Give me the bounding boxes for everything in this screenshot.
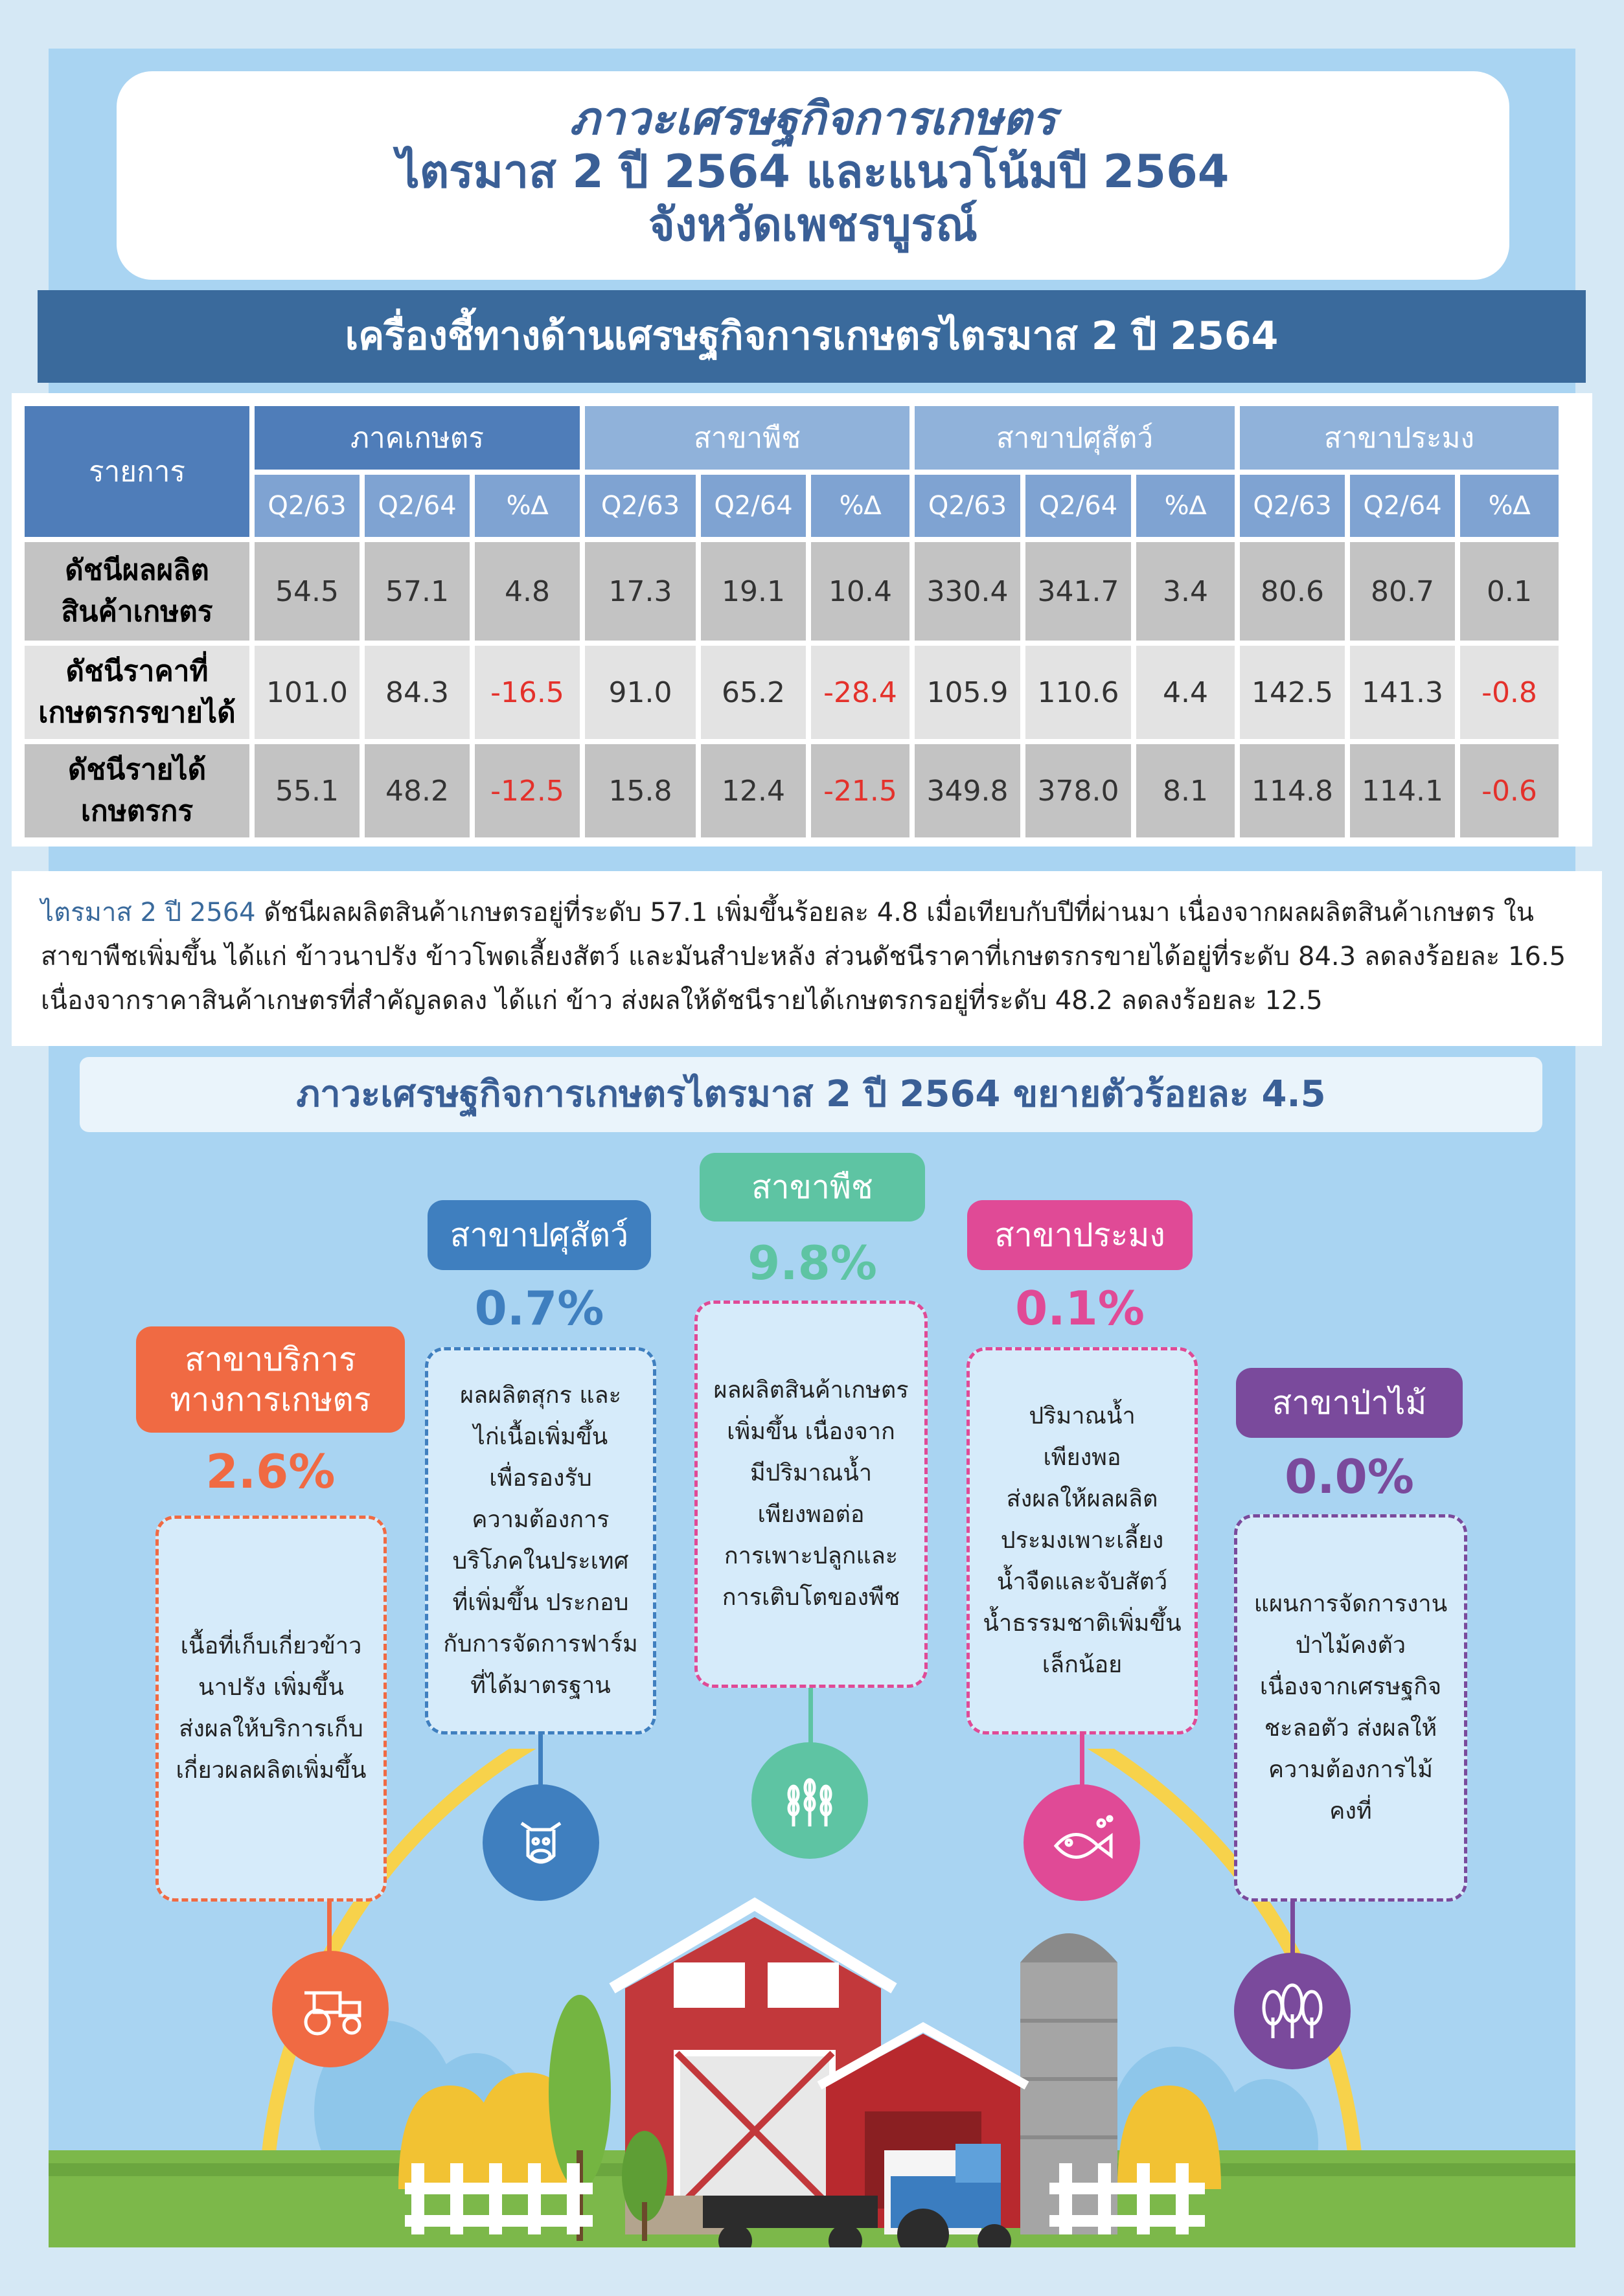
indicator-table	[19, 401, 1564, 843]
cow-icon	[483, 1784, 599, 1901]
table-cell: 341.7	[1025, 542, 1131, 641]
indicator-banner: เครื่องชี้ทางด้านเศรษฐกิจการเกษตรไตรมาส 2 ปี 2564	[38, 290, 1586, 383]
table-cell: 378.0	[1025, 744, 1131, 837]
title-box	[117, 71, 1509, 280]
table-cell: 141.3	[1350, 646, 1455, 739]
table-row	[25, 542, 1559, 641]
table-cell: -0.8	[1460, 646, 1559, 739]
summary-lead: ไตรมาส 2 ปี 2564	[41, 898, 256, 927]
subcol-header: %∆	[1460, 475, 1559, 537]
subcol-header: %∆	[811, 475, 909, 537]
table-cell: 15.8	[585, 744, 696, 837]
table-cell: 4.8	[475, 542, 580, 641]
table-cell: 0.1	[1460, 542, 1559, 641]
sector-pct-livestock: 0.7%	[474, 1281, 604, 1336]
sector-desc-crop: ผลผลิตสินค้าเกษตร เพิ่มขึ้น เนื่องจาก มีปริมาณน้ำ เพียงพอต่อ การเพาะปลูกและ การเติบโตของพืช	[694, 1301, 928, 1688]
fish-icon	[1024, 1784, 1140, 1901]
title-line-3: จังหวัดเพชรบูรณ์	[648, 198, 978, 251]
sector-tag-fishery: สาขาประมง	[967, 1200, 1193, 1270]
table-cell: 55.1	[255, 744, 360, 837]
subcol-header: Q2/64	[1350, 475, 1455, 537]
table-cell: 105.9	[915, 646, 1020, 739]
sector-pct-fishery: 0.1%	[1015, 1281, 1145, 1336]
trees-icon	[1234, 1953, 1351, 2069]
table-cell: 4.4	[1136, 646, 1235, 739]
table-row	[25, 744, 1559, 837]
tractor-icon	[272, 1951, 389, 2067]
indicator-table-wrap	[12, 393, 1592, 847]
group-header: สาขาประมง	[1240, 406, 1559, 470]
group-header: สาขาพืช	[585, 406, 909, 470]
sector-desc-service: เนื้อที่เก็บเกี่ยวข้าว นาปรัง เพิ่มขึ้น ส่งผลให้บริการเก็บ เกี่ยวผลผลิตเพิ่มขึ้น	[155, 1516, 387, 1902]
sector-desc-livestock: ผลผลิตสุกร และ ไก่เนื้อเพิ่มขึ้น เพื่อรองรับ ความต้องการ บริโภคในประเทศ ที่เพิ่มขึ้น ประกอบ กับการจัดการฟาร์ม ที่ได้มาตรฐาน	[425, 1347, 656, 1734]
sector-tag-forestry: สาขาป่าไม้	[1236, 1368, 1463, 1438]
table-cell: -0.6	[1460, 744, 1559, 837]
table-cell: 101.0	[255, 646, 360, 739]
table-cell: 54.5	[255, 542, 360, 641]
title-line-1: ภาวะเศรษฐกิจการเกษตร	[569, 92, 1057, 145]
stem-livestock	[538, 1734, 543, 1786]
subcol-header: Q2/63	[255, 475, 360, 537]
row-label: ดัชนีผลผลิต สินค้าเกษตร	[25, 542, 249, 641]
subcol-header: Q2/64	[701, 475, 806, 537]
sector-pct-forestry: 0.0%	[1285, 1449, 1414, 1504]
sector-pct-crop: 9.8%	[748, 1236, 877, 1290]
summary-text: ดัชนีผลผลิตสินค้าเกษตรอยู่ที่ระดับ 57.1 เพิ่มขึ้นร้อยละ 4.8 เมื่อเทียบกับปีที่ผ่านมา เนื่องจากผลผลิตสินค้าเกษตร ในสาขาพืชเพิ่มขึ้น ได้แก่ ข้าวนาปรัง ข้าวโพดเลี้ยงสัตว์ และมันสำปะหลัง ส่วนดัชนีราคาที่เกษตรกรขายได้อยู่ที่ระดับ 84.3 ลดลงร้อยละ 16.5 เนื่องจากราคาสินค้าเกษตรที่สำคัญลดลง ได้แก่ ข้าว ส่งผลให้ดัชนีรายได้เกษตรกรอยู่ที่ระดับ 48.2 ลดลงร้อยละ 12.5	[41, 898, 1566, 1016]
table-cell: 84.3	[365, 646, 470, 739]
table-cell: 80.7	[1350, 542, 1455, 641]
table-cell: 91.0	[585, 646, 696, 739]
row-header: รายการ	[25, 406, 249, 537]
sector-desc-forestry: แผนการจัดการงาน ป่าไม้คงตัว เนื่องจากเศรษฐกิจ ชะลอตัว ส่งผลให้ ความต้องการไม้ คงที่	[1234, 1514, 1467, 1902]
table-cell: 114.8	[1240, 744, 1345, 837]
table-cell: 114.1	[1350, 744, 1455, 837]
table-cell: 65.2	[701, 646, 806, 739]
subcol-header: Q2/64	[365, 475, 470, 537]
table-cell: 48.2	[365, 744, 470, 837]
table-cell: 142.5	[1240, 646, 1345, 739]
growth-subtitle: ภาวะเศรษฐกิจการเกษตรไตรมาส 2 ปี 2564 ขยายตัวร้อยละ 4.5	[80, 1057, 1542, 1132]
summary-paragraph	[12, 871, 1602, 1046]
table-cell: 12.4	[701, 744, 806, 837]
table-cell: -12.5	[475, 744, 580, 837]
table-cell: 57.1	[365, 542, 470, 641]
sector-tag-crop: สาขาพืช	[700, 1153, 925, 1222]
table-row	[25, 646, 1559, 739]
table-cell: 19.1	[701, 542, 806, 641]
row-label: ดัชนีราคาที่ เกษตรกรขายได้	[25, 646, 249, 739]
row-label: ดัชนีรายได้ เกษตรกร	[25, 744, 249, 837]
stem-service	[327, 1902, 332, 1952]
sector-desc-fishery: ปริมาณน้ำ เพียงพอ ส่งผลให้ผลผลิต ประมงเพาะเลี้ยง น้ำจืดและจับสัตว์ น้ำธรรมชาติเพิ่มขึ้น เล็กน้อย	[966, 1347, 1198, 1734]
table-cell: 10.4	[811, 542, 909, 641]
title-line-2: ไตรมาส 2 ปี 2564 และแนวโน้มปี 2564	[396, 145, 1229, 198]
table-cell: 330.4	[915, 542, 1020, 641]
table-cell: 8.1	[1136, 744, 1235, 837]
sector-pct-service: 2.6%	[205, 1444, 336, 1499]
sector-tag-livestock: สาขาปศุสัตว์	[428, 1200, 651, 1270]
subcol-header: %∆	[1136, 475, 1235, 537]
group-header: ภาคเกษตร	[255, 406, 580, 470]
group-header: สาขาปศุสัตว์	[915, 406, 1235, 470]
subcol-header: %∆	[475, 475, 580, 537]
table-cell: 110.6	[1025, 646, 1131, 739]
subcol-header: Q2/64	[1025, 475, 1131, 537]
stem-forestry	[1290, 1902, 1295, 1953]
table-cell: 349.8	[915, 744, 1020, 837]
sector-tag-service: สาขาบริการ ทางการเกษตร	[136, 1326, 405, 1433]
table-cell: -21.5	[811, 744, 909, 837]
table-cell: -16.5	[475, 646, 580, 739]
stem-fishery	[1080, 1734, 1084, 1786]
subcol-header: Q2/63	[1240, 475, 1345, 537]
stem-crop	[808, 1688, 813, 1744]
table-cell: -28.4	[811, 646, 909, 739]
table-cell: 17.3	[585, 542, 696, 641]
subcol-header: Q2/63	[915, 475, 1020, 537]
subcol-header: Q2/63	[585, 475, 696, 537]
table-cell: 80.6	[1240, 542, 1345, 641]
wheat-icon	[751, 1742, 868, 1859]
table-cell: 3.4	[1136, 542, 1235, 641]
